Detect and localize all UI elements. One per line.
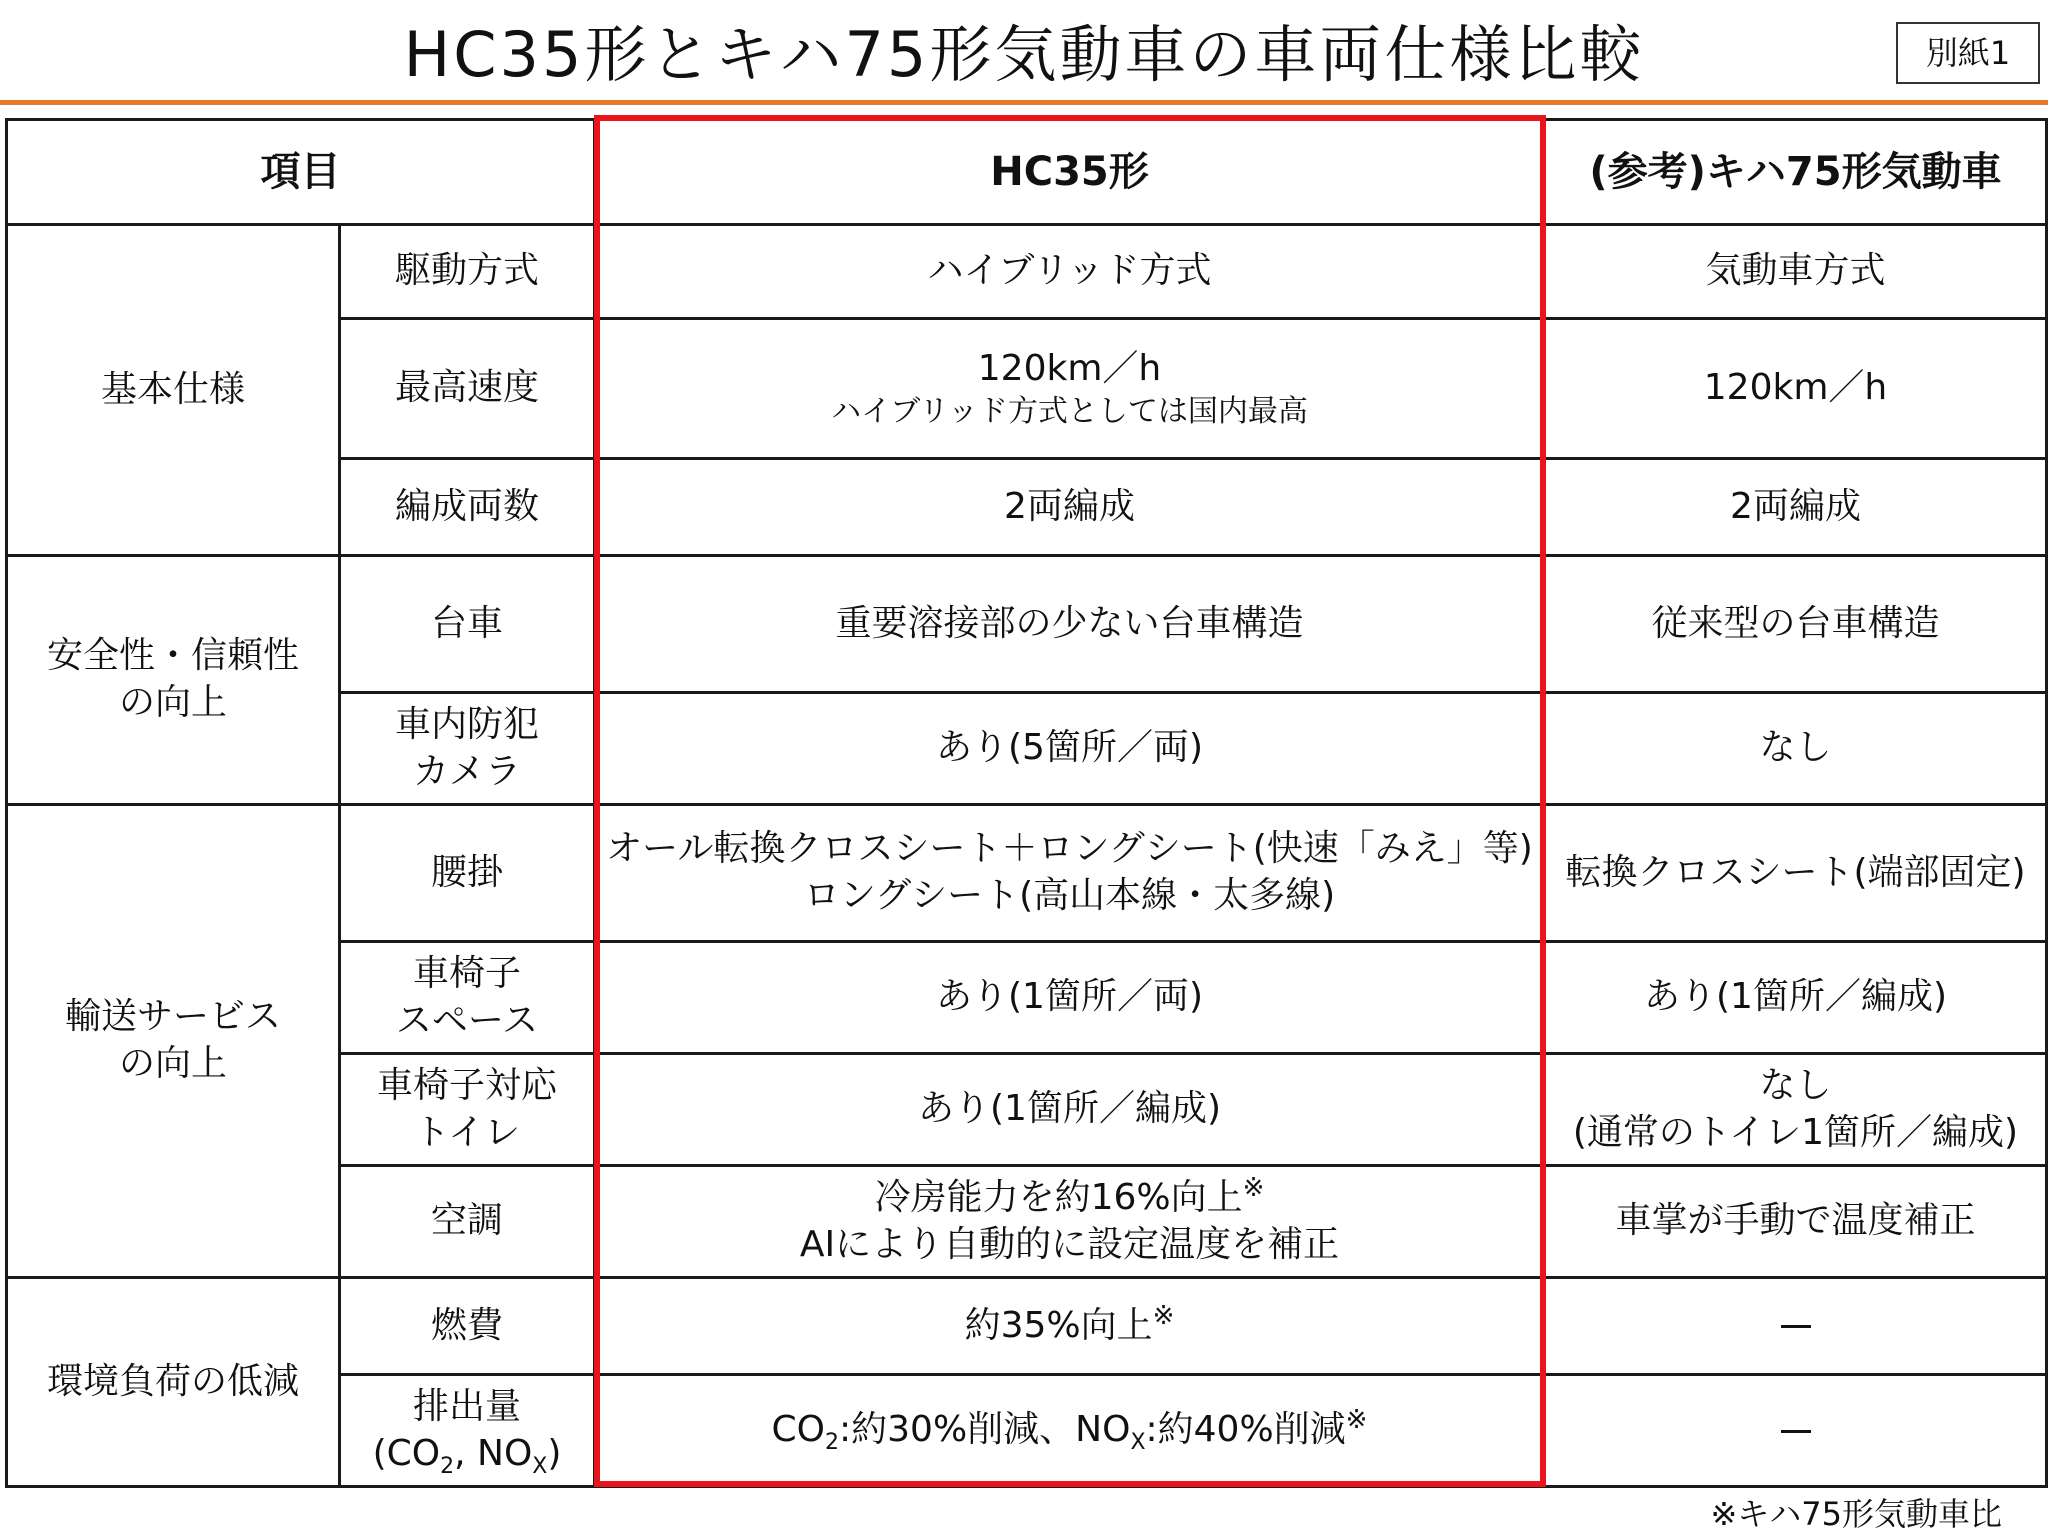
section-safety: [7, 556, 340, 805]
note-mark: ※: [1242, 1172, 1265, 1203]
kiha75-camera: なし: [1545, 693, 2047, 805]
kiha75-seat: 転換クロスシート(端部固定): [1545, 805, 2047, 942]
row-label-emission-line2: [345, 1431, 589, 1478]
kiha75-wheelchair: あり(1箇所／編成): [1545, 942, 2047, 1054]
dash-mark: [1781, 1430, 1811, 1433]
section-basic: 基本仕様: [7, 225, 340, 556]
hc35-emission-co: CO: [771, 1409, 826, 1451]
row-label-cars: 編成両数: [340, 459, 595, 556]
hc35-emission-no: :約30%削減、NO: [839, 1409, 1131, 1451]
kiha75-toilet-line2: (通常のトイレ1箇所／編成): [1572, 1111, 2019, 1153]
section-environment: 環境負荷の低減: [7, 1278, 340, 1487]
row-label-speed: 最高速度: [340, 319, 595, 459]
hc35-speed-note: ハイブリッド方式としては国内最高: [831, 394, 1308, 430]
row-label-wheelchair: [340, 942, 595, 1054]
table-row-seat: [7, 805, 2047, 942]
hc35-aircon-line2: AIにより自動的に設定温度を補正: [799, 1223, 1340, 1265]
table-row-bogie: [7, 556, 2047, 693]
row-label-emission: [340, 1375, 595, 1487]
table-header-row: [7, 120, 2047, 225]
hc35-wheelchair: あり(1箇所／両): [595, 942, 1545, 1054]
hc35-aircon-line1-text: 冷房能力を約16%向上: [874, 1176, 1243, 1218]
footnote: ※キハ75形気動車比: [1710, 1495, 2002, 1533]
dash-mark: [1781, 1325, 1811, 1328]
row-label-drive: 駆動方式: [340, 225, 595, 319]
section-safety-line2: の向上: [118, 682, 227, 723]
hc35-speed-value: 120km／h: [977, 348, 1162, 390]
emission-label-close: ): [547, 1432, 562, 1474]
section-service: [7, 805, 340, 1278]
row-label-emission-line1: 排出量: [412, 1385, 521, 1427]
header-item: 項目: [7, 120, 595, 225]
hc35-emission-rest: :約40%削減: [1145, 1409, 1346, 1451]
hc35-bogie: 重要溶接部の少ない台車構造: [595, 556, 1545, 693]
kiha75-toilet: [1545, 1054, 2047, 1166]
hc35-fuel: [595, 1278, 1545, 1375]
header-hc35: HC35形: [595, 120, 1545, 225]
kiha75-cars: 2両編成: [1545, 459, 2047, 556]
kiha75-drive: 気動車方式: [1545, 225, 2047, 319]
hc35-fuel-text: 約35%向上: [964, 1304, 1153, 1346]
hc35-seat: [595, 805, 1545, 942]
spec-comparison-table: [5, 118, 2048, 1488]
section-service-line2: の向上: [118, 1043, 227, 1084]
hc35-camera: あり(5箇所／両): [595, 693, 1545, 805]
hc35-cars: 2両編成: [595, 459, 1545, 556]
row-label-toilet-line2: トイレ: [413, 1111, 521, 1153]
row-label-seat: 腰掛: [340, 805, 595, 942]
emission-label-co-sub: 2: [440, 1453, 455, 1479]
hc35-aircon: [595, 1166, 1545, 1278]
page-title: HC35形とキハ75形気動車の車両仕様比較: [403, 18, 1645, 91]
header-kiha75: (参考)キハ75形気動車: [1545, 120, 2047, 225]
hc35-emission-co-sub: 2: [825, 1430, 840, 1456]
hc35-toilet: あり(1箇所／編成): [595, 1054, 1545, 1166]
emission-label-no-sub: X: [532, 1453, 548, 1479]
section-service-line1: 輸送サービス: [64, 996, 281, 1038]
hc35-emission-no-sub: X: [1130, 1430, 1146, 1456]
kiha75-bogie: 従来型の台車構造: [1545, 556, 2047, 693]
section-safety-line1: 安全性・信頼性: [46, 635, 299, 677]
hc35-speed: [595, 319, 1545, 459]
attachment-label: 別紙1: [1896, 22, 2040, 84]
hc35-aircon-line1: [600, 1172, 1539, 1222]
hc35-seat-line1: オール転換クロスシート＋ロングシート(快速「みえ」等): [606, 828, 1533, 870]
row-label-wheelchair-line1: 車椅子: [412, 952, 521, 994]
row-label-aircon: 空調: [340, 1166, 595, 1278]
row-label-toilet-line1: 車椅子対応: [376, 1064, 557, 1106]
kiha75-toilet-line1: なし: [1759, 1064, 1832, 1106]
row-label-wheelchair-line2: スペース: [395, 999, 539, 1041]
row-label-toilet: [340, 1054, 595, 1166]
row-label-fuel: 燃費: [340, 1278, 595, 1375]
emission-label-co: (CO: [372, 1432, 441, 1474]
kiha75-emission: [1545, 1375, 2047, 1487]
kiha75-fuel: [1545, 1278, 2047, 1375]
table-row-drive: [7, 225, 2047, 319]
kiha75-speed: 120km／h: [1545, 319, 2047, 459]
row-label-bogie: 台車: [340, 556, 595, 693]
title-underline: [0, 100, 2048, 105]
table-row-fuel: [7, 1278, 2047, 1375]
note-mark: ※: [1152, 1300, 1175, 1331]
emission-label-no: , NO: [454, 1432, 533, 1474]
hc35-seat-line2: ロングシート(高山本線・太多線): [803, 875, 1336, 916]
kiha75-aircon: 車掌が手動で温度補正: [1545, 1166, 2047, 1278]
row-label-camera-line1: 車内防犯: [394, 703, 539, 745]
hc35-emission: [595, 1375, 1545, 1487]
row-label-camera-line2: カメラ: [412, 750, 521, 792]
hc35-drive: ハイブリッド方式: [595, 225, 1545, 319]
row-label-camera: [340, 693, 595, 805]
note-mark: ※: [1345, 1405, 1368, 1436]
